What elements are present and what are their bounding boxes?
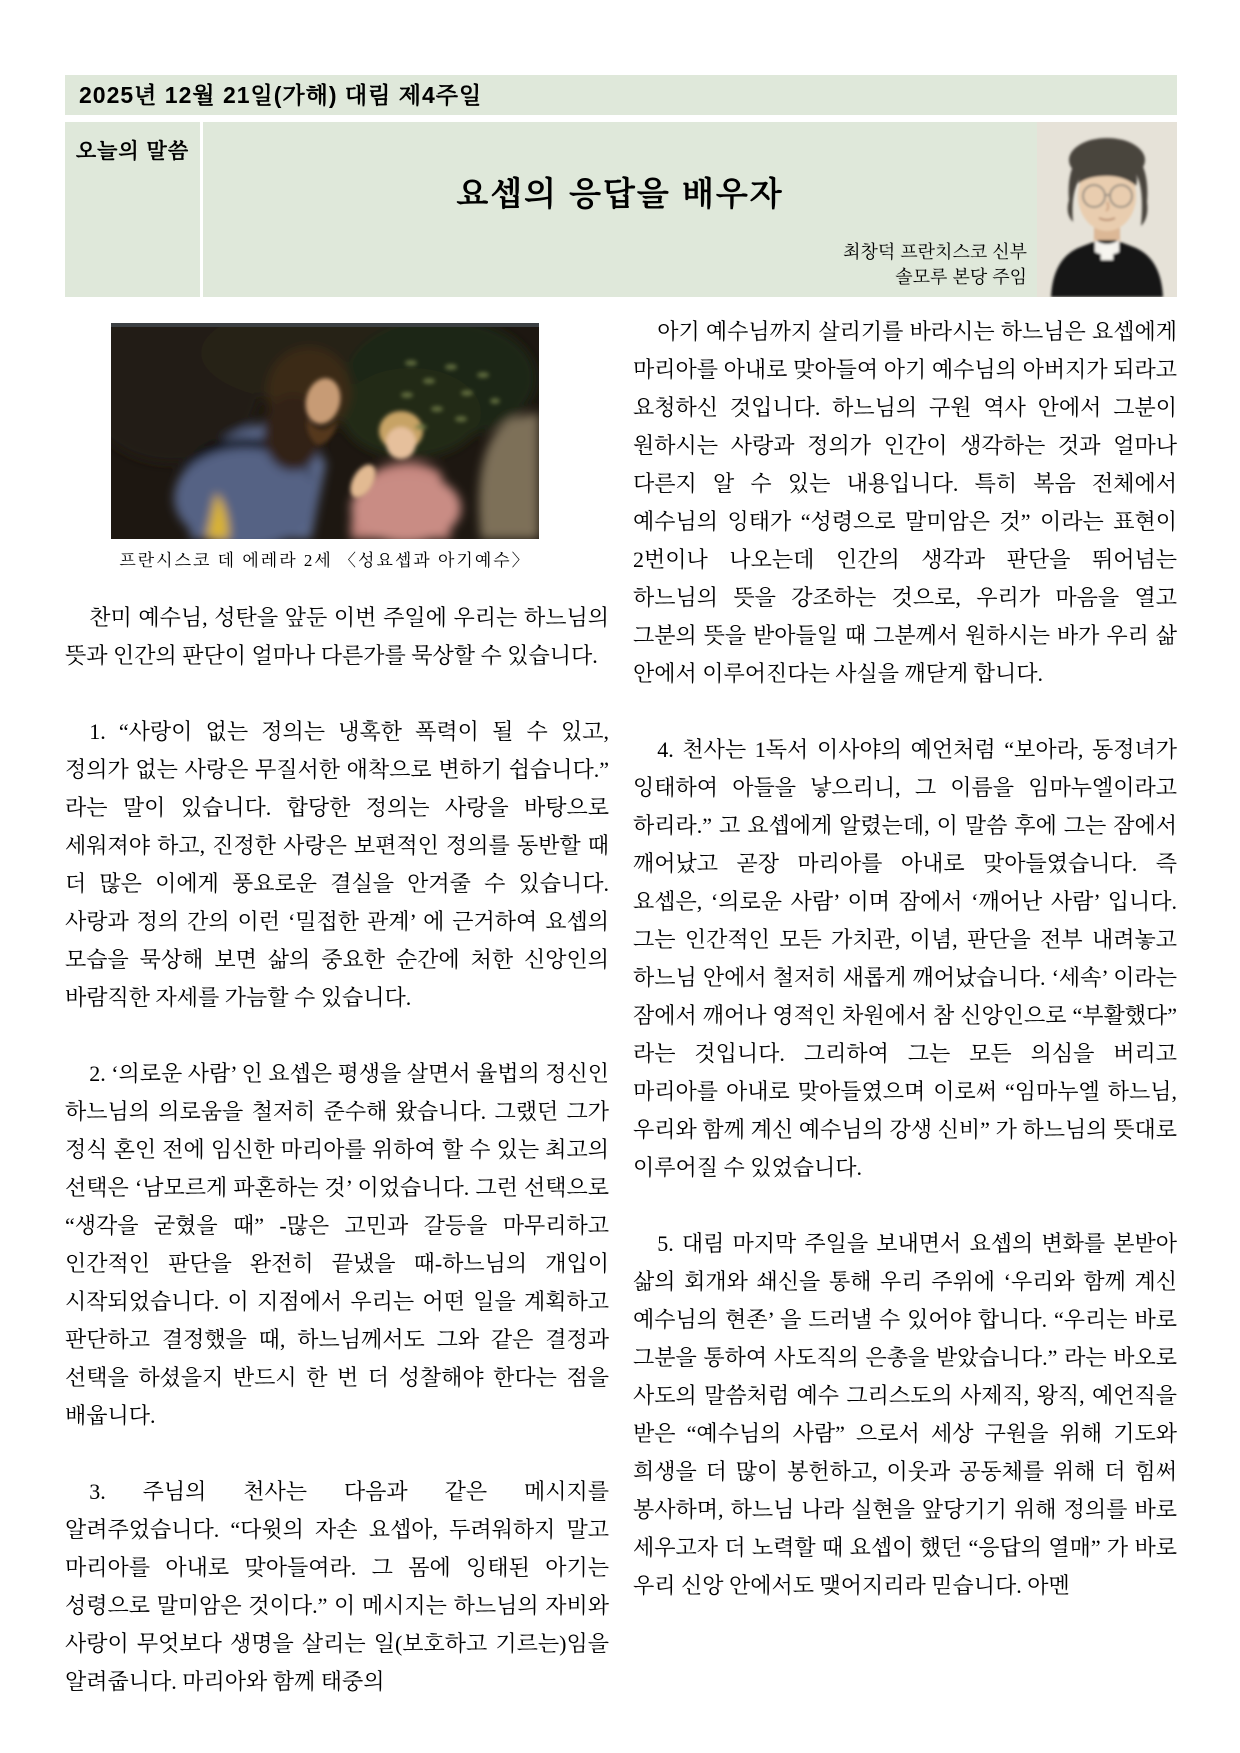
paragraph: 찬미 예수님, 성탄을 앞둔 이번 주일에 우리는 하느님의 뜻과 인간의 판단이 얼마나 다른가를 묵상할 수 있습니다. — [65, 605, 609, 669]
date-bar — [65, 75, 1177, 115]
author-block — [843, 240, 1027, 289]
page-title: 요셉의 응답을 배우자 — [456, 175, 784, 212]
section-label-cell — [65, 122, 203, 297]
column-left — [65, 313, 609, 1739]
masthead-main — [203, 122, 1037, 297]
paragraph: 4. 천사는 1독서 이사야의 예언처럼 “보아라, 동정녀가 잉태하여 아들을 낳으리니, 그 이름을 임마누엘이라고 하리라.” 고 요셉에게 알렸는데, 이 말씀 후에 그는 잠에서 깨어났고 곧장 마리아를 아내로 맞아들였습니다. 즉 요셉은, ‘의로운 사람’ 이며 잠에서 ‘깨어난 사람’ 입니다. 그는 인간적인 모든 가치관, 이념, 판단을 전부 내려놓고 하느님 안에서 철저히 새롭게 깨어났습니다. ‘세속’ 이라는 잠에서 깨어나 영적인 차원에서 참 신앙인으로 “부활했다” 라는 것입니다. 그리하여 그는 모든 의심을 버리고 마리아를 아내로 맞아들였으며 이로써 “임마누엘 하느님, 우리와 함께 계신 예수님의 강생 신비” 가 하느님의 뜻대로 이루어질 수 있었습니다. — [633, 737, 1177, 1180]
painting-figure — [111, 323, 539, 571]
painting-image — [111, 323, 539, 539]
paragraph: 3. 주님의 천사는 다음과 같은 메시지를 알려주었습니다. “다윗의 자손 요셉아, 두려워하지 말고 마리아를 아내로 맞아들여라. 그 몸에 잉태된 아기는 성령으로 말미암은 것이다.” 이 메시지는 하느님의 자비와 사랑이 무엇보다 생명을 살리는 일(보호하고 기르는)임을 알려줍니다. 마리아와 함께 태중의 — [65, 1479, 609, 1695]
column-right — [633, 313, 1177, 1739]
body-columns — [65, 313, 1177, 1739]
date-text: 2025년 12월 21일(가해) 대림 제4주일 — [79, 82, 483, 108]
paragraph: 아기 예수님까지 살리기를 바라시는 하느님은 요셉에게 마리아를 아내로 맞아들여 아기 예수님의 아버지가 되라고 요청하신 것입니다. 하느님의 구원 역사 안에서 그분이 원하시는 사랑과 정의가 인간이 생각하는 것과 얼마나 다른지 알 수 있는 내용입니다. 특히 복음 전체에서 예수님의 잉태가 “성령으로 말미암은 것” 이라는 표현이 2번이나 나오는데 인간의 생각과 판단을 뛰어넘는 하느님의 뜻을 강조하는 것으로, 우리가 마음을 열고 그분의 뜻을 받아들일 때 그분께서 원하시는 바가 우리 삶 안에서 이루어진다는 사실을 깨닫게 합니다. — [633, 319, 1177, 686]
painting-caption: 프란시스코 데 에레라 2세 〈성요셉과 아기예수〉 — [119, 551, 531, 570]
masthead — [65, 122, 1177, 297]
author-name: 최창덕 프란치스코 신부 — [843, 242, 1027, 263]
paragraph: 1. “사랑이 없는 정의는 냉혹한 폭력이 될 수 있고, 정의가 없는 사랑은 무질서한 애착으로 변하기 쉽습니다.” 라는 말이 있습니다. 합당한 정의는 사랑을 바탕으로 세워져야 하고, 진정한 사랑은 보편적인 정의를 동반할 때 더 많은 이에게 풍요로운 결실을 안겨줄 수 있습니다. 사랑과 정의 간의 이런 ‘밀접한 관계’ 에 근거하여 요셉의 모습을 묵상해 보면 삶의 중요한 순간에 처한 신앙인의 바람직한 자세를 가늠할 수 있습니다. — [65, 719, 609, 1011]
section-label: 오늘의 말씀 — [75, 140, 190, 163]
priest-photo — [1037, 122, 1177, 297]
author-role: 솔모루 본당 주임 — [895, 266, 1027, 287]
page-content — [65, 75, 1177, 1739]
paragraph: 2. ‘의로운 사람’ 인 요셉은 평생을 살면서 율법의 정신인 하느님의 의로움을 철저히 준수해 왔습니다. 그랬던 그가 정식 혼인 전에 임신한 마리아를 위하여 할 수 있는 최고의 선택은 ‘남모르게 파혼하는 것’ 이었습니다. 그런 선택으로 “생각을 굳혔을 때” -많은 고민과 갈등을 마무리하고 인간적인 판단을 완전히 끝냈을 때-하느님의 개입이 시작되었습니다. 이 지점에서 우리는 어떤 일을 계획하고 판단하고 결정했을 때, 하느님께서도 그와 같은 결정과 선택을 하셨을지 반드시 한 번 더 성찰해야 한다는 점을 배웁니다. — [65, 1061, 610, 1429]
paragraph: 5. 대림 마지막 주일을 보내면서 요셉의 변화를 본받아 삶의 회개와 쇄신을 통해 우리 주위에 ‘우리와 함께 계신 예수님의 현존’ 을 드러낼 수 있어야 합니다. “우리는 바로 그분을 통하여 사도직의 은총을 받았습니다.” 라는 바오로 사도의 말씀처럼 예수 그리스도의 사제직, 왕직, 예언직을 받은 “예수님의 사람” 으로서 세상 구원을 위해 기도와 희생을 더 많이 봉헌하고, 이웃과 공동체를 위해 더 힘써 봉사하며, 하느님 나라 실현을 앞당기기 위해 정의를 바로 세우고자 더 노력할 때 요셉이 했던 “응답의 열매” 가 바로 우리 신앙 안에서도 맺어지리라 믿습니다. 아멘 — [633, 1231, 1177, 1598]
